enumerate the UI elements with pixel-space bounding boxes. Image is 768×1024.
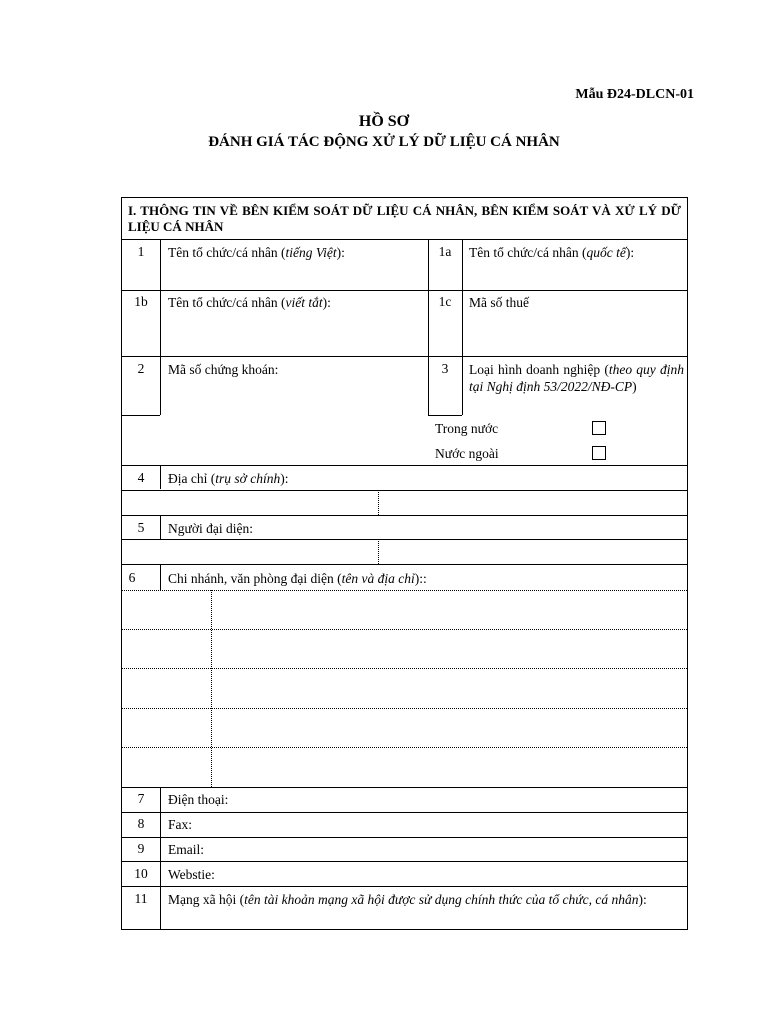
divider — [160, 356, 161, 415]
field-label-org-name-vn: Tên tổ chức/cá nhân (tiếng Việt): — [168, 245, 345, 260]
field-label-representative: Người đại diện: — [168, 521, 253, 536]
divider — [160, 290, 161, 356]
field-label-address: Địa chỉ (trụ sở chính): — [168, 471, 289, 486]
row-number: 1b — [134, 294, 148, 309]
row-number: 1a — [438, 244, 452, 259]
field-label-website: Webstie: — [168, 867, 215, 882]
row-number: 4 — [137, 470, 145, 485]
divider — [122, 239, 687, 240]
divider — [122, 837, 687, 838]
row-number: 1 — [137, 244, 145, 259]
divider — [122, 629, 687, 630]
row-number: 11 — [134, 891, 148, 906]
divider — [122, 812, 687, 813]
field-label-org-name-intl: Tên tổ chức/cá nhân (quốc tế): — [469, 245, 635, 260]
divider — [122, 708, 687, 709]
divider — [122, 861, 687, 862]
option-domestic-label: Trong nước — [435, 421, 499, 436]
form-subtitle: ĐÁNH GIÁ TÁC ĐỘNG XỬ LÝ DỮ LIỆU CÁ NHÂN — [208, 134, 560, 150]
info-table — [121, 197, 688, 930]
field-label-stock-code: Mã số chứng khoán: — [168, 362, 279, 377]
divider — [160, 515, 161, 539]
field-label-phone: Điện thoại: — [168, 792, 229, 807]
divider — [428, 415, 462, 416]
row-number: 9 — [137, 841, 145, 856]
divider — [122, 356, 687, 357]
row-number: 10 — [134, 866, 148, 881]
divider — [122, 415, 160, 416]
divider — [211, 590, 212, 787]
section-title: I. THÔNG TIN VỀ BÊN KIỂM SOÁT DỮ LIỆU CÁ NHÂN, BÊN KIỂM SOÁT VÀ XỬ LÝ DỮ LIỆU CÁ NHÂN — [128, 203, 681, 234]
divider — [122, 490, 687, 491]
row-number: 8 — [137, 816, 145, 831]
divider — [428, 239, 429, 415]
field-label-social-media: Mạng xã hội (tên tài khoản mạng xã hội được sử dụng chính thức của tổ chức, cá nhân): — [168, 892, 647, 907]
divider — [160, 787, 161, 929]
divider — [122, 465, 687, 466]
row-number: 1c — [438, 294, 452, 309]
divider — [378, 490, 379, 515]
option-foreign-label: Nước ngoài — [435, 446, 499, 461]
divider — [122, 590, 687, 591]
field-label-org-name-short: Tên tổ chức/cá nhân (viết tắt): — [168, 295, 331, 310]
divider — [122, 564, 687, 565]
row-number: 5 — [137, 520, 145, 535]
field-label-branches: Chi nhánh, văn phòng đại diện (tên và địa chỉ):: — [168, 571, 427, 586]
row-number: 6 — [128, 570, 136, 585]
field-label-fax: Fax: — [168, 817, 193, 832]
divider — [122, 747, 687, 748]
divider — [378, 539, 379, 564]
divider — [160, 465, 161, 489]
divider — [122, 290, 687, 291]
field-label-tax-code: Mã số thuế — [469, 295, 529, 310]
divider — [122, 668, 687, 669]
field-label-email: Email: — [168, 842, 204, 857]
divider — [462, 239, 463, 415]
divider — [160, 239, 161, 291]
foreign-checkbox[interactable] — [592, 446, 606, 460]
form-code: Mẫu Đ24-DLCN-01 — [575, 87, 694, 102]
divider — [122, 515, 687, 516]
divider — [122, 886, 687, 887]
row-number: 3 — [441, 361, 449, 376]
divider — [122, 539, 687, 540]
divider — [122, 787, 687, 788]
form-title: HỒ SƠ — [358, 113, 410, 130]
domestic-checkbox[interactable] — [592, 421, 606, 435]
row-number: 2 — [137, 361, 145, 376]
row-number: 7 — [137, 791, 145, 806]
field-label-business-type: Loại hình doanh nghiệp (theo quy định tại Nghị định 53/2022/NĐ-CP) — [469, 362, 684, 394]
divider — [160, 564, 161, 590]
